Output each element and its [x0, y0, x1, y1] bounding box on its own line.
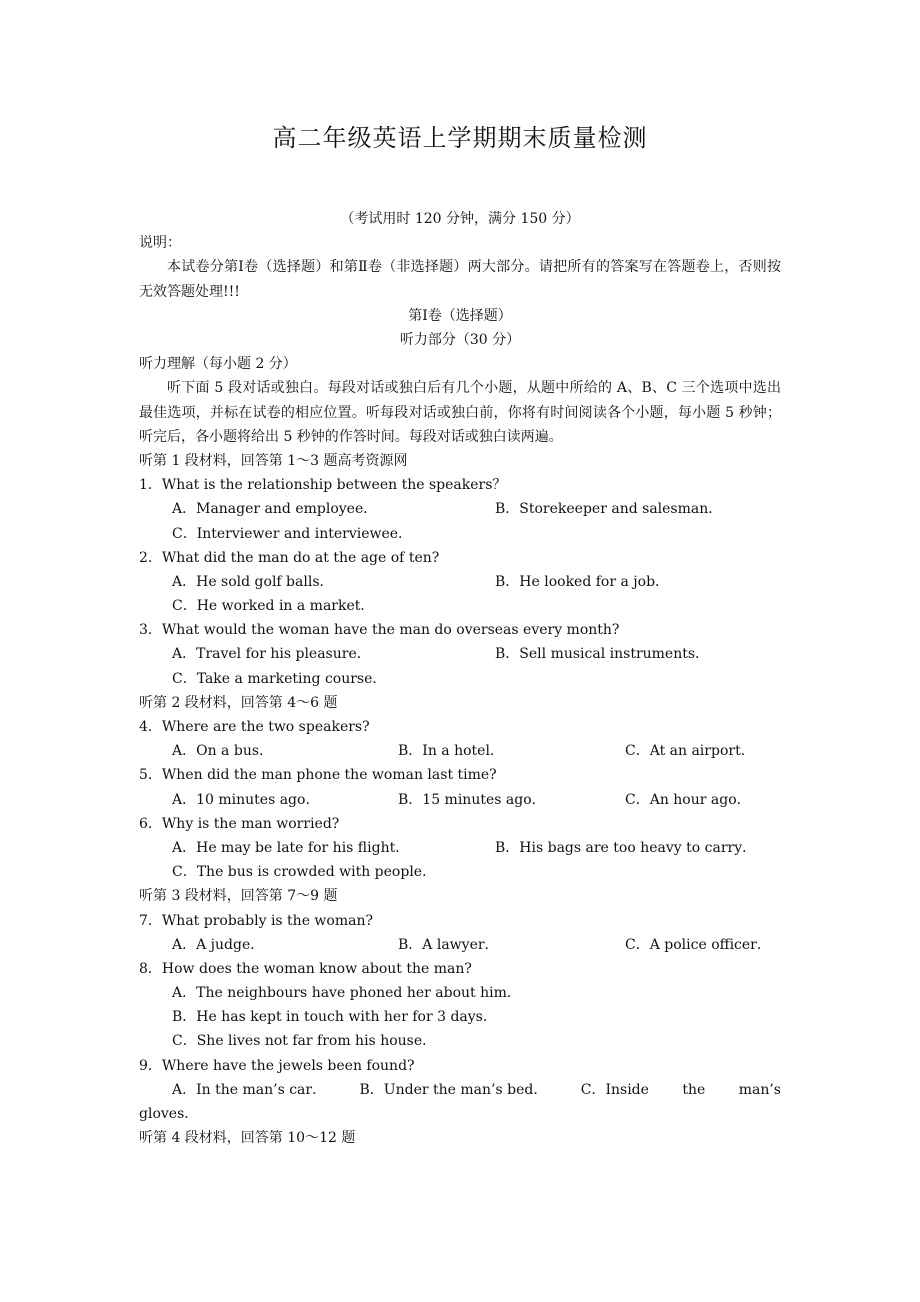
question-text: What is the relationship between the speakers？ [161, 477, 507, 494]
option-a: A．Travel for his pleasure． [172, 646, 371, 663]
options-row [139, 860, 781, 884]
question-text: Where are the two speakers? [161, 719, 370, 736]
option-a: A．On a bus． [172, 743, 274, 760]
question-6 [139, 812, 781, 836]
option-a: A．Manager and employee． [172, 501, 378, 518]
question-9 [139, 1054, 781, 1078]
option-c: C．Interviewer and interviewee． [172, 525, 413, 542]
options-row [139, 836, 781, 860]
options-row [139, 642, 781, 666]
option-b: B．A lawyer． [398, 936, 499, 953]
question-text: Why is the man worried? [161, 815, 340, 832]
question-text: What would the woman have the man do overseas every month? [161, 622, 620, 639]
options-row [139, 497, 781, 521]
section-label: 听力理解（每小题 2 分） [139, 356, 297, 373]
option-c: C．An hour ago． [625, 791, 751, 808]
group-label: 听第 4 段材料，回答第 10～12 题 [139, 1130, 356, 1147]
option-b: B．15 minutes ago． [398, 791, 546, 808]
option-c: C．Take a marketing course． [172, 670, 387, 687]
listening-heading: 听力部分（30 分） [399, 331, 521, 348]
options-row [139, 1005, 781, 1029]
question-number: 4． [139, 719, 162, 736]
question-7 [139, 909, 781, 933]
option-c-continuation: gloves． [139, 1106, 199, 1123]
group-label: 听第 1 段材料，回答第 1～3 题高考资源网 [139, 452, 408, 469]
option-c: C．At an airport． [625, 743, 755, 760]
question-2 [139, 546, 781, 570]
note-text: 本试卷分第Ⅰ卷（选择题）和第Ⅱ卷（非选择题）两大部分。请把所有的答案写在答题卷上，否则按无效答题处理!!! [139, 259, 781, 300]
question-text: Where have the jewels been found? [161, 1057, 415, 1074]
option-b: B．Sell musical instruments． [495, 646, 710, 663]
option-b: B．He looked for a job． [495, 573, 670, 590]
volume-heading: 第Ⅰ卷（选择题） [408, 307, 512, 324]
option-b: B．His bags are too heavy to carry． [495, 839, 757, 856]
question-5 [139, 763, 781, 787]
question-3 [139, 618, 781, 642]
question-4 [139, 715, 781, 739]
options-row [139, 667, 781, 691]
question-text: What probably is the woman? [161, 912, 373, 929]
options-row [139, 594, 781, 618]
option-a: A．He may be late for his flight． [172, 839, 410, 856]
options-row [139, 522, 781, 546]
option-b: B．Under the man’s bed． [359, 1081, 548, 1098]
option-b: B．In a hotel． [398, 743, 504, 760]
option-a: A．A judge． [172, 936, 265, 953]
exam-info: （考试用时 120 分钟，满分 150 分） [340, 211, 580, 227]
question-8 [139, 957, 781, 981]
options-row [139, 739, 781, 763]
options-row [139, 933, 781, 957]
question-number: 5． [139, 767, 162, 784]
question-text: How does the woman know about the man? [161, 960, 472, 977]
option-a: A．The neighbours have phoned her about him． [172, 985, 521, 1002]
note-label: 说明： [139, 235, 181, 252]
options-row [139, 981, 781, 1005]
group-label: 听第 2 段材料，回答第 4～6 题 [139, 694, 338, 711]
option-c: C．Inside [580, 1081, 649, 1098]
option-c: C．She lives not far from his house． [172, 1033, 437, 1050]
group-label: 听第 3 段材料，回答第 7～9 题 [139, 888, 338, 905]
option-c-word: the [682, 1081, 706, 1098]
option-b: B．Storekeeper and salesman． [495, 501, 723, 518]
option-a: A．10 minutes ago． [172, 791, 320, 808]
options-row [139, 1029, 781, 1053]
option-a: A．He sold golf balls． [172, 573, 334, 590]
options-row [139, 1078, 781, 1102]
option-c: C．The bus is crowded with people． [172, 864, 437, 881]
options-row [139, 570, 781, 594]
question-text: When did the man phone the woman last time? [161, 767, 497, 784]
option-a: A．In the man’s car． [172, 1081, 327, 1098]
question-number: 6． [139, 815, 162, 832]
question-number: 1． [139, 477, 162, 494]
options-row [139, 788, 781, 812]
option-b: B．He has kept in touch with her for 3 days． [172, 1009, 497, 1026]
question-number: 3． [139, 622, 162, 639]
document-body [139, 207, 781, 1150]
option-c: C．He worked in a market． [172, 598, 375, 615]
question-text: What did the man do at the age of ten? [161, 549, 440, 566]
question-number: 2． [139, 549, 162, 566]
instructions: 听下面 5 段对话或独白。每段对话或独白后有几个小题，从题中所给的 A、B、C 三个选项中选出最佳选项，并标在试卷的相应位置。听每段对话或独白前，你将有时间阅读各个小题，每小题 5 秒钟；听完后，各小题将给出 5 秒钟的作答时间。每段对话或独白读两遍。 [139, 380, 781, 445]
question-1 [139, 473, 781, 497]
question-number: 7． [139, 912, 162, 929]
option-c-word: man’s [738, 1081, 781, 1098]
option-c: C．A police officer． [625, 936, 771, 953]
question-number: 8． [139, 960, 162, 977]
question-number: 9． [139, 1057, 162, 1074]
page-title: 高二年级英语上学期期末质量检测 [272, 124, 648, 152]
